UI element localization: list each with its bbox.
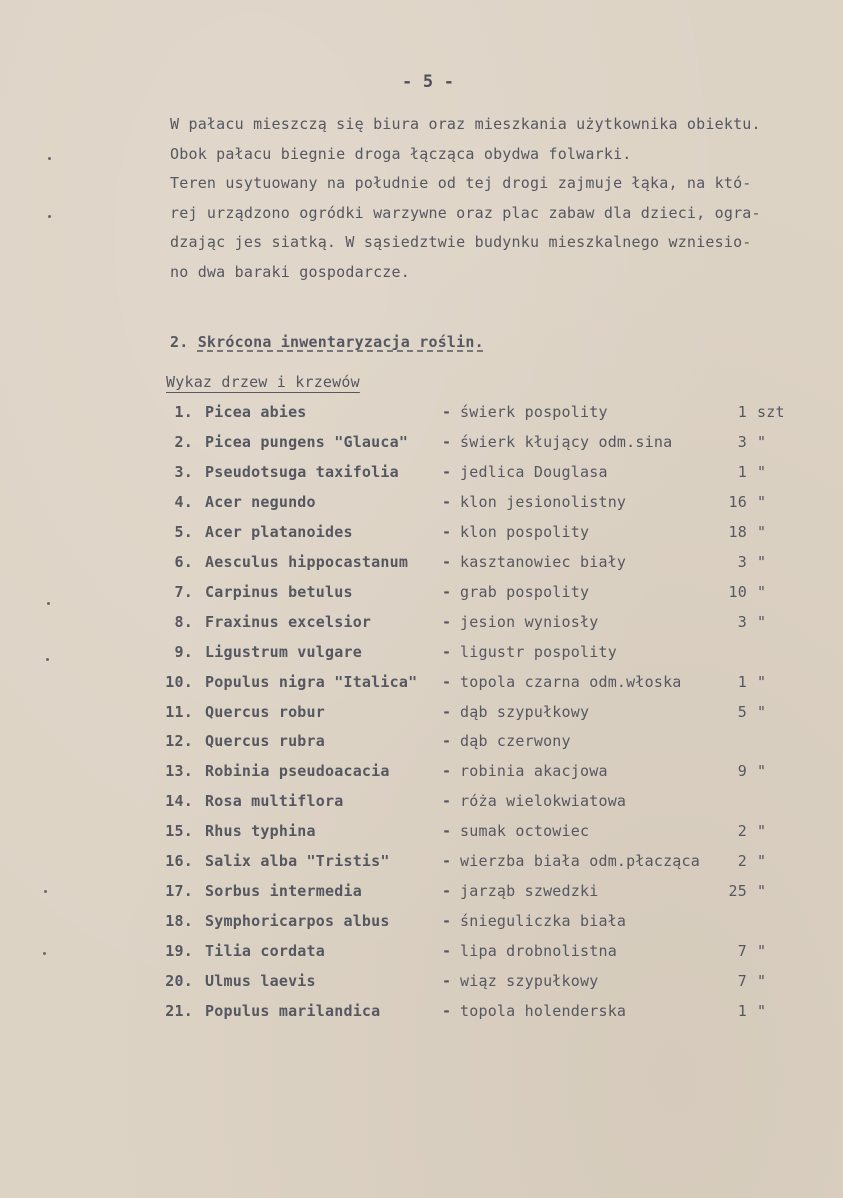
list-title: Wykaz drzew i krzewów	[166, 373, 360, 391]
unit: szt	[757, 403, 785, 421]
polish-name: jesion wyniosły	[460, 612, 599, 631]
row-number: 19.	[165, 942, 193, 961]
separator-dash: -	[442, 822, 452, 841]
latin-name: Picea pungens "Glauca"	[205, 432, 409, 451]
quantity: 3	[737, 552, 747, 571]
unit: "	[757, 432, 767, 451]
latin-name: Rhus typhina	[205, 822, 316, 841]
plant-row	[0, 613, 843, 641]
unit: "	[757, 672, 767, 691]
separator-dash: -	[442, 912, 452, 931]
plant-row	[0, 972, 843, 1000]
quantity: 2	[737, 852, 747, 871]
margin-mark	[47, 602, 50, 605]
row-number: 10.	[165, 672, 193, 691]
unit: "	[757, 852, 767, 871]
polish-name: dąb czerwony	[460, 732, 571, 751]
row-number: 3.	[174, 462, 193, 481]
quantity: 1	[737, 403, 747, 421]
polish-name: świerk kłujący odm.sina	[460, 432, 673, 451]
section-heading	[170, 333, 484, 351]
separator-dash: -	[442, 942, 452, 961]
plant-row	[0, 403, 843, 431]
quantity: 10	[728, 582, 747, 601]
row-number: 1.	[174, 403, 193, 421]
latin-name: Robinia pseudoacacia	[205, 762, 390, 781]
plant-row	[0, 882, 843, 910]
quantity: 5	[737, 702, 747, 721]
polish-name: lipa drobnolistna	[460, 942, 617, 961]
margin-mark	[48, 157, 51, 160]
latin-name: Acer negundo	[205, 492, 316, 511]
margin-mark	[46, 658, 49, 661]
margin-mark	[48, 215, 51, 218]
plant-row	[0, 673, 843, 701]
polish-name: robinia akacjowa	[460, 762, 608, 781]
plant-row	[0, 912, 843, 940]
latin-name: Aesculus hippocastanum	[205, 552, 409, 571]
row-number: 15.	[165, 822, 193, 841]
plant-row	[0, 822, 843, 850]
plant-row	[0, 762, 843, 790]
quantity: 1	[737, 462, 747, 481]
separator-dash: -	[442, 492, 452, 511]
polish-name: wierzba biała odm.płacząca	[460, 852, 700, 871]
latin-name: Picea abies	[205, 403, 307, 421]
quantity: 18	[728, 522, 747, 541]
latin-name: Sorbus intermedia	[205, 882, 362, 901]
row-number: 18.	[165, 912, 193, 931]
quantity: 7	[737, 942, 747, 961]
separator-dash: -	[442, 702, 452, 721]
polish-name: topola czarna odm.włoska	[460, 672, 682, 691]
row-number: 17.	[165, 882, 193, 901]
quantity: 3	[737, 612, 747, 631]
quantity: 1	[737, 1002, 747, 1020]
margin-mark	[44, 890, 47, 893]
plant-row	[0, 583, 843, 611]
separator-dash: -	[442, 762, 452, 781]
polish-name: jarząb szwedzki	[460, 882, 599, 901]
paragraph-line: W pałacu mieszczą się biura oraz mieszkania użytkownika obiektu.	[170, 115, 761, 133]
separator-dash: -	[442, 432, 452, 451]
plant-row	[0, 553, 843, 581]
latin-name: Carpinus betulus	[205, 582, 353, 601]
unit: "	[757, 492, 767, 511]
quantity: 25	[728, 882, 747, 901]
separator-dash: -	[442, 882, 452, 901]
polish-name: klon jesionolistny	[460, 492, 627, 511]
polish-name: kasztanowiec biały	[460, 552, 627, 571]
separator-dash: -	[442, 1002, 452, 1020]
unit: "	[757, 822, 767, 841]
paragraph-line: rej urządzono ogródki warzywne oraz plac zabaw dla dzieci, ogra-	[170, 204, 761, 222]
latin-name: Acer platanoides	[205, 522, 353, 541]
separator-dash: -	[442, 792, 452, 811]
paragraph-line: dzając jes siatką. W sąsiedztwie budynku mieszkalnego wzniesio-	[170, 233, 752, 251]
latin-name: Quercus robur	[205, 702, 325, 721]
quantity: 1	[737, 672, 747, 691]
unit: "	[757, 522, 767, 541]
plant-row	[0, 523, 843, 551]
latin-name: Salix alba "Tristis"	[205, 852, 390, 871]
row-number: 8.	[174, 612, 193, 631]
separator-dash: -	[442, 672, 452, 691]
row-number: 13.	[165, 762, 193, 781]
latin-name: Ligustrum vulgare	[205, 642, 362, 661]
row-number: 5.	[174, 522, 193, 541]
quantity: 2	[737, 822, 747, 841]
separator-dash: -	[442, 582, 452, 601]
plant-row	[0, 792, 843, 820]
quantity: 16	[728, 492, 747, 511]
plant-row	[0, 942, 843, 970]
latin-name: Populus marilandica	[205, 1002, 381, 1020]
separator-dash: -	[442, 852, 452, 871]
row-number: 2.	[174, 432, 193, 451]
polish-name: klon pospolity	[460, 522, 590, 541]
unit: "	[757, 762, 767, 781]
unit: "	[757, 882, 767, 901]
plant-row	[0, 1002, 843, 1030]
latin-name: Symphoricarpos albus	[205, 912, 390, 931]
row-number: 14.	[165, 792, 193, 811]
section-title: Skrócona inwentaryzacja roślin.	[197, 333, 484, 351]
polish-name: sumak octowiec	[460, 822, 590, 841]
plant-row	[0, 433, 843, 461]
row-number: 6.	[174, 552, 193, 571]
separator-dash: -	[442, 732, 452, 751]
row-number: 12.	[165, 732, 193, 751]
separator-dash: -	[442, 522, 452, 541]
polish-name: dąb szypułkowy	[460, 702, 590, 721]
unit: "	[757, 462, 767, 481]
polish-name: śnieguliczka biała	[460, 912, 627, 931]
paragraph-line: no dwa baraki gospodarcze.	[170, 263, 410, 281]
unit: "	[757, 582, 767, 601]
unit: "	[757, 1002, 767, 1020]
separator-dash: -	[442, 403, 452, 421]
unit: "	[757, 552, 767, 571]
page-number: - 5 -	[402, 72, 455, 92]
latin-name: Ulmus laevis	[205, 972, 316, 991]
unit: "	[757, 702, 767, 721]
row-number: 20.	[165, 972, 193, 991]
row-number: 11.	[165, 702, 193, 721]
unit: "	[757, 972, 767, 991]
row-number: 21.	[165, 1002, 193, 1020]
polish-name: ligustr pospolity	[460, 642, 617, 661]
margin-mark	[43, 952, 46, 955]
polish-name: jedlica Douglasa	[460, 462, 608, 481]
unit: "	[757, 942, 767, 961]
separator-dash: -	[442, 612, 452, 631]
unit: "	[757, 612, 767, 631]
plant-row	[0, 463, 843, 491]
polish-name: grab pospolity	[460, 582, 590, 601]
separator-dash: -	[442, 642, 452, 661]
polish-name: świerk pospolity	[460, 403, 608, 421]
latin-name: Pseudotsuga taxifolia	[205, 462, 399, 481]
polish-name: topola holenderska	[460, 1002, 627, 1020]
quantity: 3	[737, 432, 747, 451]
polish-name: wiąz szypułkowy	[460, 972, 599, 991]
latin-name: Tilia cordata	[205, 942, 325, 961]
plant-row	[0, 643, 843, 671]
row-number: 4.	[174, 492, 193, 511]
latin-name: Fraxinus excelsior	[205, 612, 372, 631]
plant-row	[0, 703, 843, 731]
latin-name: Quercus rubra	[205, 732, 325, 751]
separator-dash: -	[442, 552, 452, 571]
row-number: 16.	[165, 852, 193, 871]
separator-dash: -	[442, 972, 452, 991]
latin-name: Rosa multiflora	[205, 792, 344, 811]
quantity: 7	[737, 972, 747, 991]
row-number: 7.	[174, 582, 193, 601]
polish-name: róża wielokwiatowa	[460, 792, 627, 811]
plant-row	[0, 493, 843, 521]
row-number: 9.	[174, 642, 193, 661]
paragraph-line: Teren usytuowany na południe od tej drogi zajmuje łąka, na któ-	[170, 174, 752, 192]
latin-name: Populus nigra "Italica"	[205, 672, 418, 691]
section-number: 2.	[170, 333, 189, 351]
quantity: 9	[737, 762, 747, 781]
plant-row	[0, 732, 843, 760]
paragraph-line: Obok pałacu biegnie droga łącząca obydwa folwarki.	[170, 145, 632, 163]
separator-dash: -	[442, 462, 452, 481]
plant-row	[0, 852, 843, 880]
